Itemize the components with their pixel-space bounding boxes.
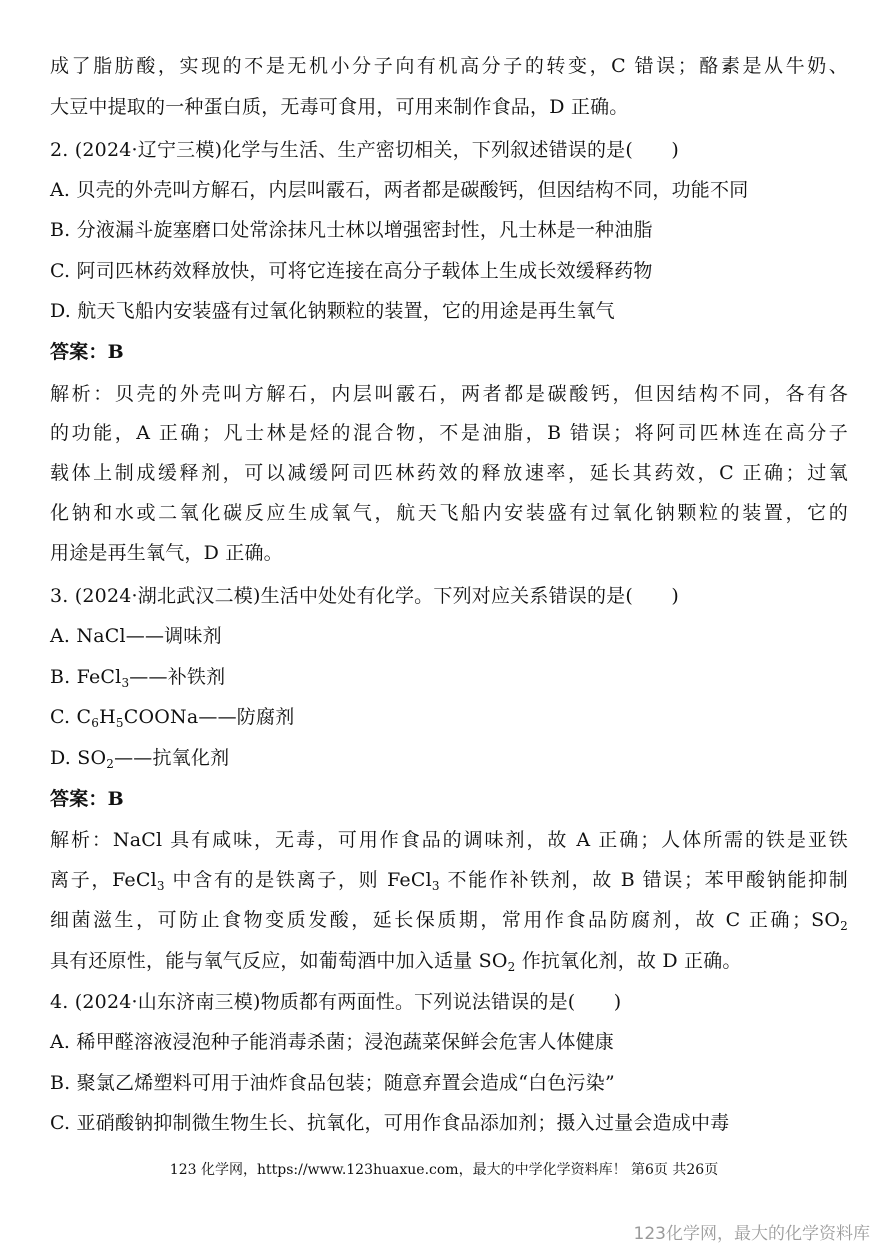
text-line: 大豆中提取的一种蛋白质，无毒可食用，可用来制作食品，D 正确。 [50,96,629,118]
text-segment: B. FeCl [50,666,122,688]
text-line: 成了脂肪酸，实现的不是无机小分子向有机高分子的转变，C 错误；酪素是从牛奶、 [50,55,848,77]
text-segment: ——抗氧化剂 [114,747,230,769]
question-2-explanation: 用途是再生氧气，D 正确。 [50,542,283,564]
subscript: 6 [91,716,100,730]
subscript: 3 [431,879,440,893]
text-segment: 具有还原性，能与氧气反应，如葡萄酒中加入适量 SO [50,950,508,972]
text-segment: ——补铁剂 [129,666,226,688]
subscript: 2 [106,757,115,771]
text-segment: COONa——防腐剂 [123,706,295,728]
question-2-explanation: 化钠和水或二氧化碳反应生成氧气，航天飞船内安装盛有过氧化钠颗粒的装置，它的 [50,502,848,524]
question-3-option-d [50,745,848,771]
text-segment: 不能作补铁剂，故 B 错误；苯甲酸钠能抑制 [439,869,848,891]
subscript: 5 [115,716,124,730]
question-3-option-a: A. NaCl——调味剂 [50,625,222,647]
question-3-answer: 答案：B [50,788,124,810]
question-2-stem: 2. (2024·辽宁三模)化学与生活、生产密切相关，下列叙述错误的是( ) [50,139,680,161]
question-4-stem: 4. (2024·山东济南三模)物质都有两面性。下列说法错误的是( ) [50,991,622,1013]
text-segment: C. C [50,706,92,728]
question-4-option-b: B. 聚氯乙烯塑料可用于油炸食品包装；随意弃置会造成“白色污染” [50,1072,615,1094]
text-segment: D. SO [50,747,107,769]
subscript: 3 [121,676,130,690]
question-2-explanation: 解析：贝壳的外壳叫方解石，内层叫霰石，两者都是碳酸钙，但因结构不同，各有各 [50,383,848,405]
question-4-option-c: C. 亚硝酸钠抑制微生物生长、抗氧化，可用作食品添加剂；摄入过量会造成中毒 [50,1112,730,1134]
question-3-option-c [50,704,848,730]
text-segment: 中含有的是铁离子，则 FeCl [164,869,432,891]
question-3-explanation [50,907,848,933]
watermark-text: 123化学网，最大的化学资料库 [633,1224,870,1244]
subscript: 2 [840,919,848,933]
question-2-explanation: 载体上制成缓释剂，可以减缓阿司匹林药效的释放速率，延长其药效，C 正确；过氧 [50,462,848,484]
text-segment: 作抗氧化剂，故 D 正确。 [515,950,742,972]
text-segment: 离子，FeCl [50,869,157,891]
subscript: 3 [156,879,165,893]
question-3-explanation [50,948,848,974]
question-3-explanation: 解析：NaCl 具有咸味，无毒，可用作食品的调味剂，故 A 正确；人体所需的铁是亚铁 [50,829,848,851]
question-2-option-d: D. 航天飞船内安装盛有过氧化钠颗粒的装置，它的用途是再生氧气 [50,300,615,322]
question-2-option-a: A. 贝壳的外壳叫方解石，内层叫霰石，两者都是碳酸钙，但因结构不同，功能不同 [50,179,749,201]
question-2-option-b: B. 分液漏斗旋塞磨口处常涂抹凡士林以增强密封性，凡士林是一种油脂 [50,219,653,241]
page-footer: 123 化学网，https://www.123huaxue.com，最大的中学化学资料库！ 第6页 共26页 [169,1162,719,1178]
question-4-option-a: A. 稀甲醛溶液浸泡种子能消毒杀菌；浸泡蔬菜保鲜会危害人体健康 [50,1031,615,1053]
text-segment: 细菌滋生，可防止食物变质发酸，延长保质期，常用作食品防腐剂，故 C 正确；SO [50,909,841,931]
question-3-explanation [50,867,848,893]
subscript: 2 [507,960,516,974]
question-2-option-c: C. 阿司匹林药效释放快，可将它连接在高分子载体上生成长效缓释药物 [50,260,653,282]
question-2-answer: 答案：B [50,341,124,363]
text-segment: H [99,706,116,728]
question-3-option-b [50,664,848,690]
question-2-explanation: 的功能，A 正确；凡士林是烃的混合物，不是油脂，B 错误；将阿司匹林连在高分子 [50,422,848,444]
question-3-stem: 3. (2024·湖北武汉二模)生活中处处有化学。下列对应关系错误的是( ) [50,585,680,607]
